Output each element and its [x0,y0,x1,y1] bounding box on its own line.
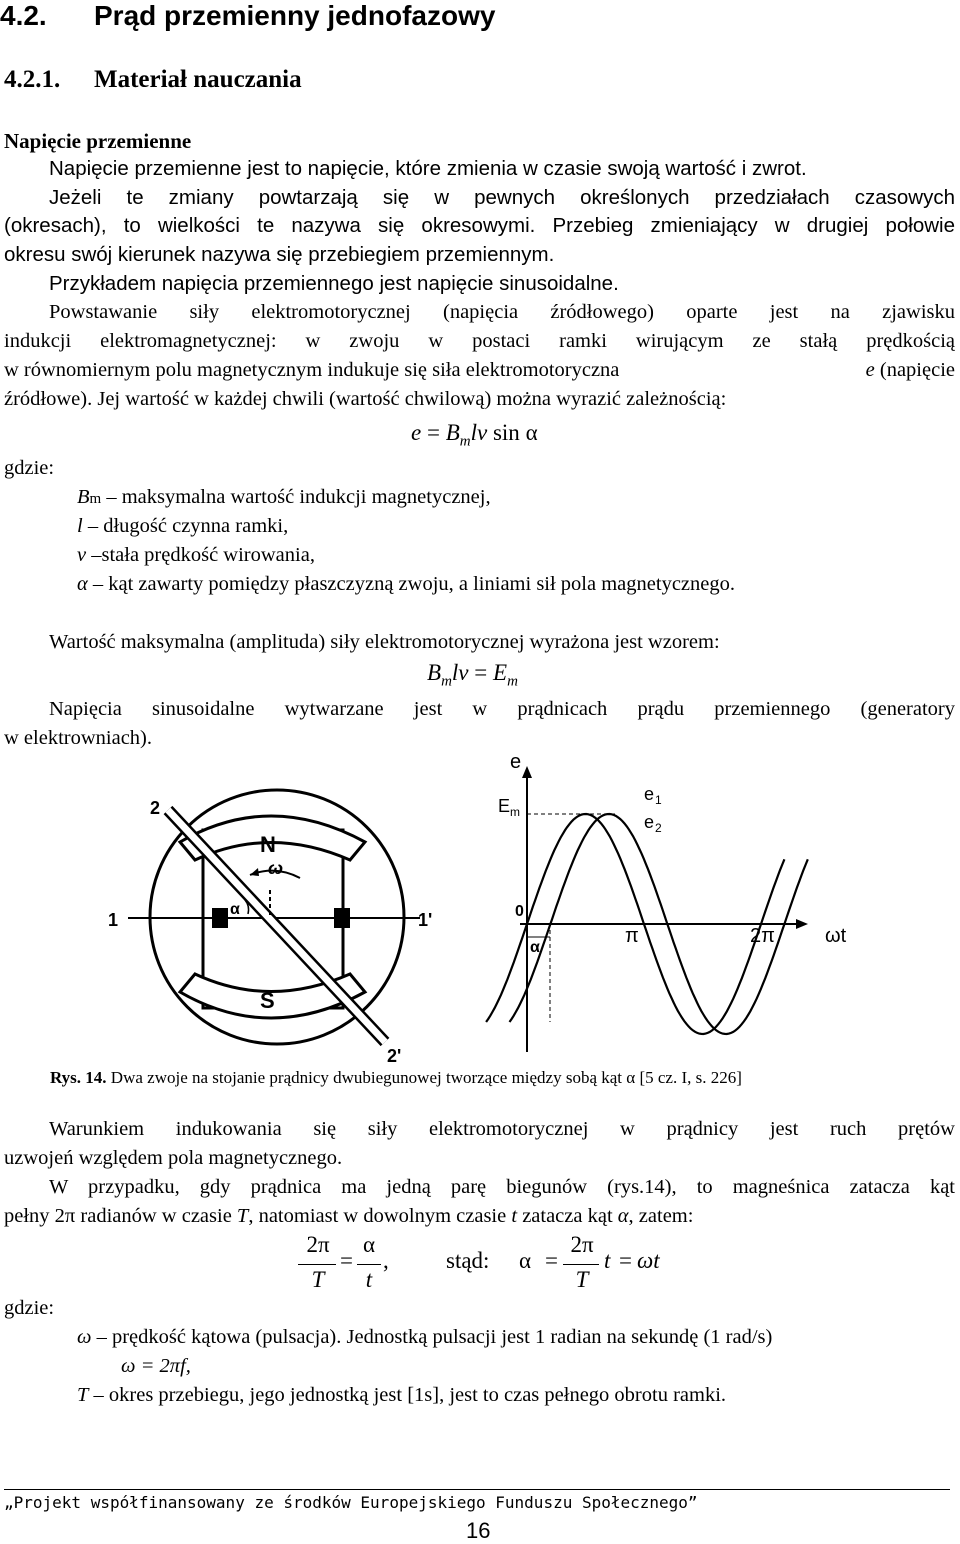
frac3-line [563,1264,599,1265]
para1-line2: Jeżeli te zmiany powtarzają się w pewnych określonych przedziałach czasowych [49,186,955,209]
frac1-num: 2π [306,1232,330,1257]
formula-amplitude [427,660,518,691]
alpha-graph-label: α [530,939,540,956]
formula3-eq2: = [619,1248,632,1273]
coil-1-right [334,908,350,928]
subsection-number: 4.2.1. [4,66,61,93]
dash: – [93,1384,104,1406]
def-alpha-text: kąt zawarty pomiędzy płaszczyzną zwoju, a liniami sił pola magnetycznego. [108,573,735,595]
formula2-lv: lv [451,660,469,685]
formula-m: m [459,433,471,450]
frac2-den: t [365,1267,373,1292]
para1-line3: (okresach), to wielkości te nazywa się okresowymi. Przebieg zmieniający w drugiej połowie [4,214,955,237]
formula3-alpha: α [519,1248,532,1273]
frac2-line [357,1264,381,1265]
def-v [77,544,315,567]
def-omega-f: ω = 2πf, [121,1355,191,1377]
dash: – [96,1326,107,1348]
para2-line3-end: (napięcie [879,359,955,381]
coil-1-left [212,908,228,928]
caption-ref: [5 cz. I, s. 226] [639,1068,742,1087]
def-omega [77,1326,772,1349]
frac3-num: 2π [570,1232,594,1257]
dash: – [92,573,104,595]
frac3-den: T [575,1267,589,1292]
label-2p: 2' [387,1046,402,1066]
omega-arrowhead [250,868,259,876]
def-Bm-sym: B [77,486,90,508]
zero-label: 0 [515,903,524,920]
sine-chart [480,752,860,1060]
def-T-text: okres przebiegu, jego jednostką jest [1s], jest to czas pełnego obrotu ramki. [108,1384,727,1406]
para4-line1: W przypadku, gdy prądnica ma jedną parę biegunów (rys.14), to magneśnica zatacza kąt [49,1176,955,1198]
section-title: Prąd przemienny jednofazowy [94,0,496,31]
e1-label: e [644,784,655,804]
para1-line1: Napięcie przemienne jest to napięcie, które zmienia w czasie swoją wartość i zwrot. [49,157,807,180]
def-alpha-sym: α [77,573,88,595]
def-v-sym: v [77,544,87,566]
para4-line2-a: pełny 2π radianów w czasie [4,1205,232,1227]
caption-label: Rys. 14. [50,1068,107,1087]
dash: – [106,486,117,508]
pi-tick-label: π [625,925,639,947]
para4-line2-d: , zatem: [628,1205,694,1227]
label-omega: ω [268,858,284,878]
y-axis-label: e [510,752,522,773]
e1-label-sub: 1 [655,793,662,807]
dash: – [91,544,102,566]
formula2-E: E [493,660,508,685]
footer-rule [4,1489,950,1490]
dash: – [87,515,99,537]
page-number: 16 [466,1518,491,1543]
frac2-num: α [362,1232,376,1257]
figure-caption [50,1068,742,1088]
x-axis-arrow [796,919,808,929]
label-alpha-fig: α [230,901,240,918]
para1-line4: okresu swój kierunek nazywa się przebiegiem przemiennym. [4,243,555,266]
def-l [77,515,288,538]
def-omega-text: prędkość kątowa (pulsacja). Jednostką pulsacji jest 1 radian na sekundę (1 rad/s) [111,1326,773,1348]
label-1: 1 [108,910,119,930]
para4-line2 [4,1205,693,1228]
formula3-omega-t: ωt [637,1248,660,1273]
para4-alpha: α [617,1205,629,1227]
section-number: 4.2. [0,0,47,31]
gdzie-label-2: gdzie: [4,1297,55,1319]
subsection-title: Materiał nauczania [94,66,302,93]
para2-line4: źródłowe). Jej wartość w każdej chwili (wartość chwilową) można wyrazić zależnością: [4,388,727,410]
frac-eq: = [340,1248,353,1273]
formula-lv: lv [470,420,488,445]
generator-line2: w elektrowniach). [4,727,152,749]
em-label: E [498,796,511,816]
caption-text: Dwa zwoje na stojanie prądnicy dwubiegunowej tworzące między sobą kąt [110,1068,623,1087]
para2-line2: indukcji elektromagnetycznej: w zwoju w postaci ramki wirującym ze stałą prędkością [4,330,955,352]
footer-text: „Projekt współfinansowany ze środków Europejskiego Funduszu Społecznego” [4,1493,698,1512]
emf-symbol: e [865,359,875,381]
e2-label: e [644,812,655,832]
def-T-sym: T [77,1384,89,1406]
em-label-sub: m [510,805,520,819]
def-Bm-text: maksymalna wartość indukcji magnetycznej, [121,486,491,508]
frac1-den: T [311,1267,325,1292]
stad-label: stąd: [446,1248,490,1273]
formula-e: e [411,420,422,445]
formula-eq: = [426,420,440,445]
para2-line3 [4,359,955,382]
y-axis-arrow [522,766,532,778]
formula-emf [411,420,538,451]
para4-line2-b: , natomiast w dowolnym czasie [248,1205,507,1227]
formula-alpha: α [525,420,538,445]
def-alpha [77,573,735,596]
caption-alpha: α [626,1068,636,1087]
para4-line2-c: zatacza kąt [522,1205,613,1227]
formula2-B: B [427,660,442,685]
generator-diagram [100,780,440,1070]
para2-line3-text: w równomiernym polu magnetycznym indukuje się siła elektromotoryczna [4,359,620,381]
def-T [77,1384,726,1407]
def-Bm-sub: m [89,491,102,507]
def-Bm [77,486,491,509]
generator-line1: Napięcia sinusoidalne wytwarzane jest w prądnicach prądu przemiennego (generatory [49,698,955,720]
def-omega-sym: ω [77,1326,92,1348]
label-2: 2 [150,798,161,818]
para4-t: t [511,1205,518,1227]
two-pi-tick-label: 2π [750,925,775,947]
label-S: S [260,988,275,1013]
topic-heading: Napięcie przemienne [4,129,192,153]
formula3-t: t [604,1248,611,1273]
formula3-eq1: = [545,1248,558,1273]
para2-line1: Powstawanie siły elektromotorycznej (napięcia źródłowego) oparte jest na zjawisku [49,301,955,323]
def-l-text: długość czynna ramki, [103,515,289,537]
x-axis-label: ωt [825,925,847,947]
def-v-text: stała prędkość wirowania, [101,544,315,566]
formula-sin: sin [492,420,520,445]
amplitude-sentence: Wartość maksymalna (amplituda) siły elektromotorycznej wyrażona jest wzorem: [49,631,720,653]
e2-label-sub: 2 [655,821,662,835]
formula2-m1: m [441,673,452,690]
frac1-line [298,1264,336,1265]
formula2-m2: m [507,673,518,690]
label-N: N [260,832,276,857]
formula2-eq: = [474,660,488,685]
para4-T: T [236,1205,249,1227]
def-l-sym: l [77,515,83,537]
frac-comma: , [383,1248,389,1273]
para1-line5: Przykładem napięcia przemiennego jest napięcie sinusoidalne. [49,272,619,295]
formula-B: B [445,420,460,445]
label-1p: 1' [418,910,433,930]
para3-line1: Warunkiem indukowania się siły elektromotorycznej w prądnicy jest ruch prętów [49,1118,955,1140]
para3-line2: uzwojeń względem pola magnetycznego. [4,1147,343,1169]
gdzie-label-1: gdzie: [4,457,55,479]
